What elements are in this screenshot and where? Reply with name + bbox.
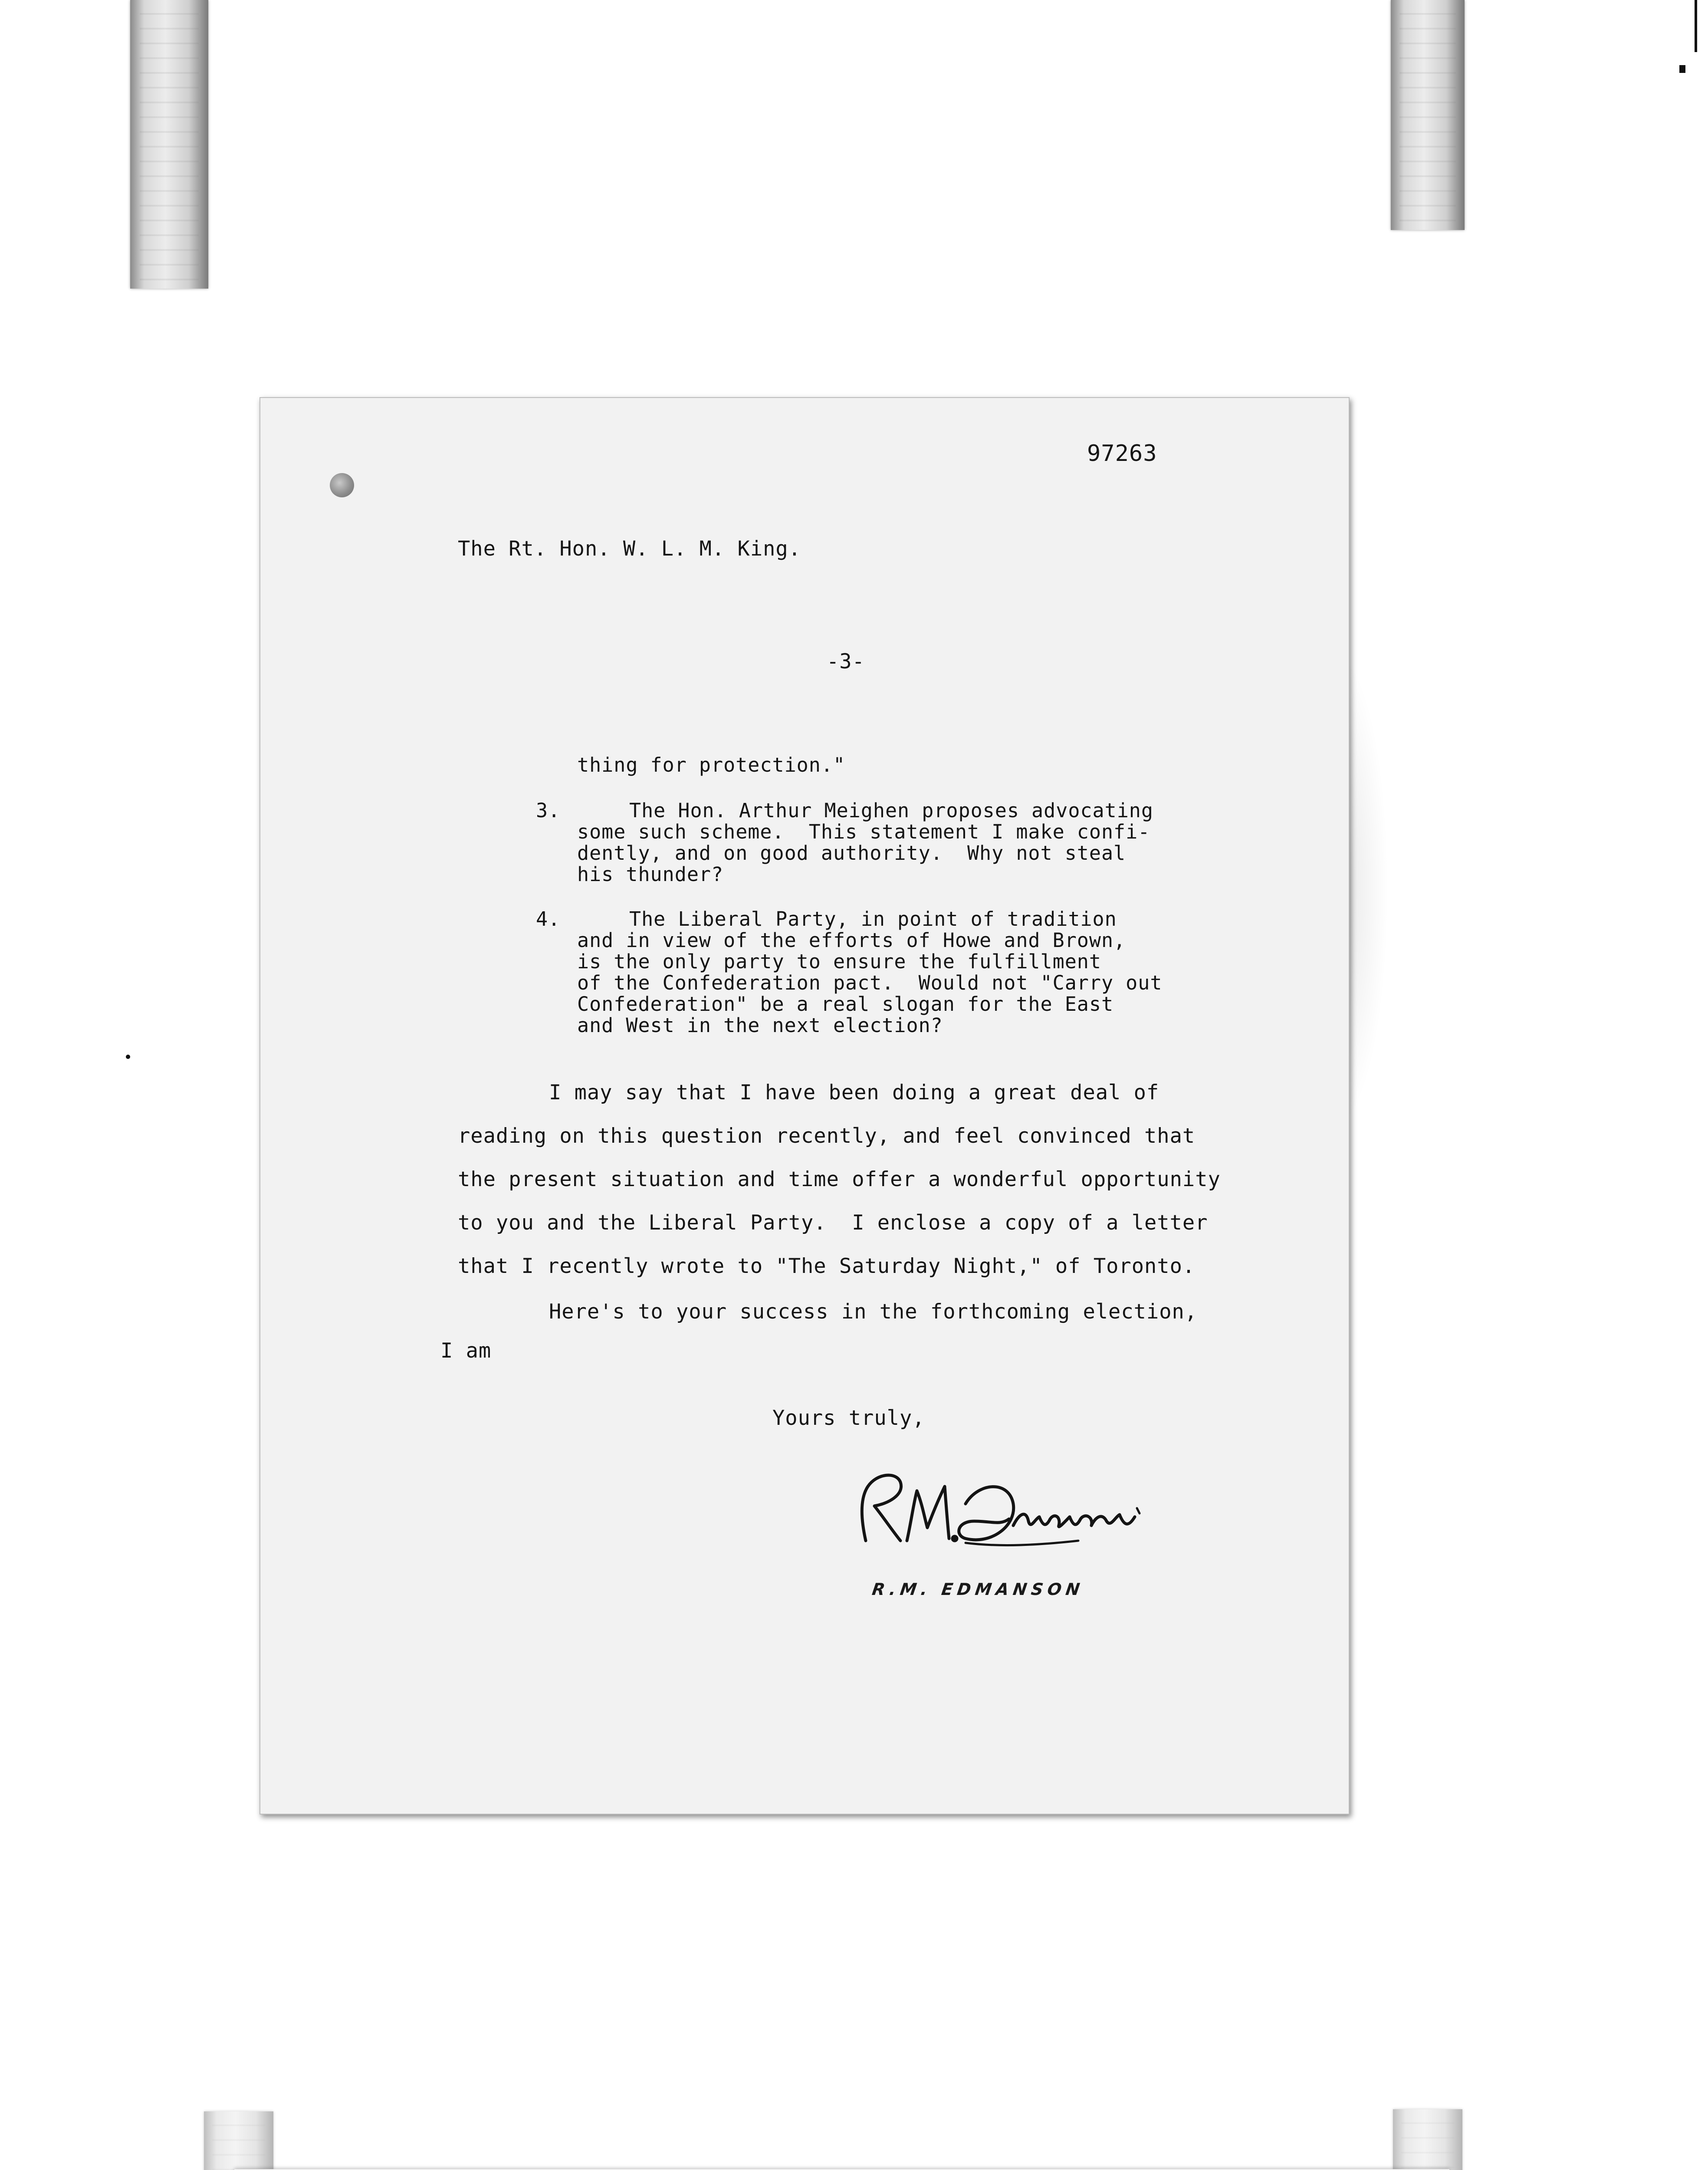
item-line: is the only party to ensure the fulfillment <box>577 950 1101 973</box>
letter-page <box>259 397 1350 1815</box>
paragraph-line: the present situation and time offer a wonderful opportunity <box>458 1167 1221 1191</box>
frame-edge-mark <box>1679 65 1685 73</box>
page-number-stamp: 97263 <box>1087 441 1157 467</box>
signature <box>835 1456 1165 1565</box>
item-line: dently, and on good authority. Why not steal <box>577 842 1126 865</box>
item-line: Confederation" be a real slogan for the East <box>577 993 1114 1016</box>
paragraph-line: I am <box>440 1339 492 1363</box>
mounting-tape-bottom-right <box>1393 2109 1462 2170</box>
item-line: of the Confederation pact. Would not "Carry out <box>577 971 1163 994</box>
paragraph-line: Here's to your success in the forthcoming election, <box>549 1300 1198 1324</box>
continuation-line: thing for protection." <box>577 753 846 776</box>
film-speck <box>126 1055 130 1059</box>
addressee-line: The Rt. Hon. W. L. M. King. <box>458 537 801 561</box>
paragraph-line: to you and the Liberal Party. I enclose a copy of a letter <box>458 1211 1208 1235</box>
item-line: and West in the next election? <box>577 1014 943 1037</box>
item-line: The Liberal Party, in point of tradition <box>629 907 1117 930</box>
page-marker: -3- <box>827 650 865 674</box>
punch-hole <box>330 473 354 497</box>
paragraph-line: reading on this question recently, and feel convinced that <box>458 1124 1196 1148</box>
item-line: and in view of the efforts of Howe and Brown, <box>577 929 1126 952</box>
paragraph-line: that I recently wrote to "The Saturday Night," of Toronto. <box>458 1254 1196 1278</box>
mounting-tape-top-right <box>1391 0 1465 230</box>
signature-caption: R.M. EDMANSON <box>870 1580 1085 1599</box>
paragraph-line: I may say that I have been doing a great deal of <box>549 1081 1159 1105</box>
closing-line: Yours truly, <box>772 1406 925 1430</box>
mounting-tape-top-left <box>130 0 208 289</box>
item-line: some such scheme. This statement I make confi- <box>577 820 1150 843</box>
item-number: 4. <box>536 907 561 930</box>
item-line: The Hon. Arthur Meighen proposes advocating <box>629 799 1153 822</box>
frame-edge-mark <box>1695 0 1697 52</box>
mounting-tape-bottom-left <box>204 2111 273 2170</box>
item-number: 3. <box>536 799 561 822</box>
item-line: his thunder? <box>577 863 724 886</box>
